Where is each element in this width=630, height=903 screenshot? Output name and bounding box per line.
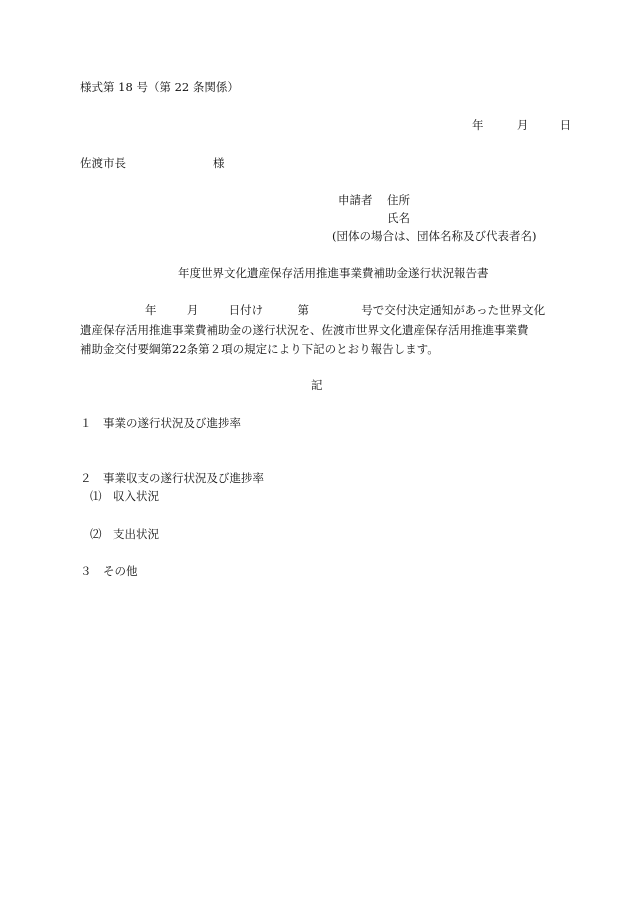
applicant-name-label: 氏名 (387, 211, 410, 225)
section-1: １ 事業の遂行状況及び進捗率 (80, 416, 241, 430)
body-year: 年 (145, 303, 157, 317)
section-2-1: ⑴ 収入状況 (90, 489, 159, 503)
ki-heading: 記 (311, 378, 323, 392)
body-number-prefix: 第 (297, 303, 309, 317)
body-date-suffix: 日付け (228, 303, 264, 317)
applicant-label: 申請者 (338, 193, 373, 207)
date-day: 日 (559, 118, 572, 132)
section-2-2: ⑵ 支出状況 (90, 527, 159, 541)
document-title: 年度世界文化遺産保存活用推進事業費補助金遂行状況報告書 (178, 266, 489, 280)
body-line-1-rest: 号で交付決定通知があった世界文化 (361, 303, 546, 317)
body-line-1 (145, 305, 545, 317)
body-month: 月 (186, 303, 199, 317)
applicant-note: (団体の場合は、団体名称及び代表者名) (332, 229, 537, 243)
applicant-address-label: 住所 (387, 193, 410, 207)
addressee-honorific: 様 (213, 156, 225, 170)
addressee-name: 佐渡市長 (80, 156, 126, 170)
date-year: 年 (472, 118, 484, 132)
body-line-3: 補助金交付要綱第22条第２項の規定により下記のとおり報告します。 (80, 342, 439, 356)
date-month: 月 (516, 118, 529, 132)
body-line-2: 遺産保存活用推進事業費補助金の遂行状況を、佐渡市世界文化遺産保存活用推進事業費 (80, 323, 529, 337)
section-3: ３ その他 (80, 564, 138, 578)
section-2: ２ 事業収支の遂行状況及び進捗率 (80, 471, 264, 485)
date-line (472, 120, 571, 132)
form-number: 様式第 18 号（第 22 条関係） (80, 80, 239, 94)
